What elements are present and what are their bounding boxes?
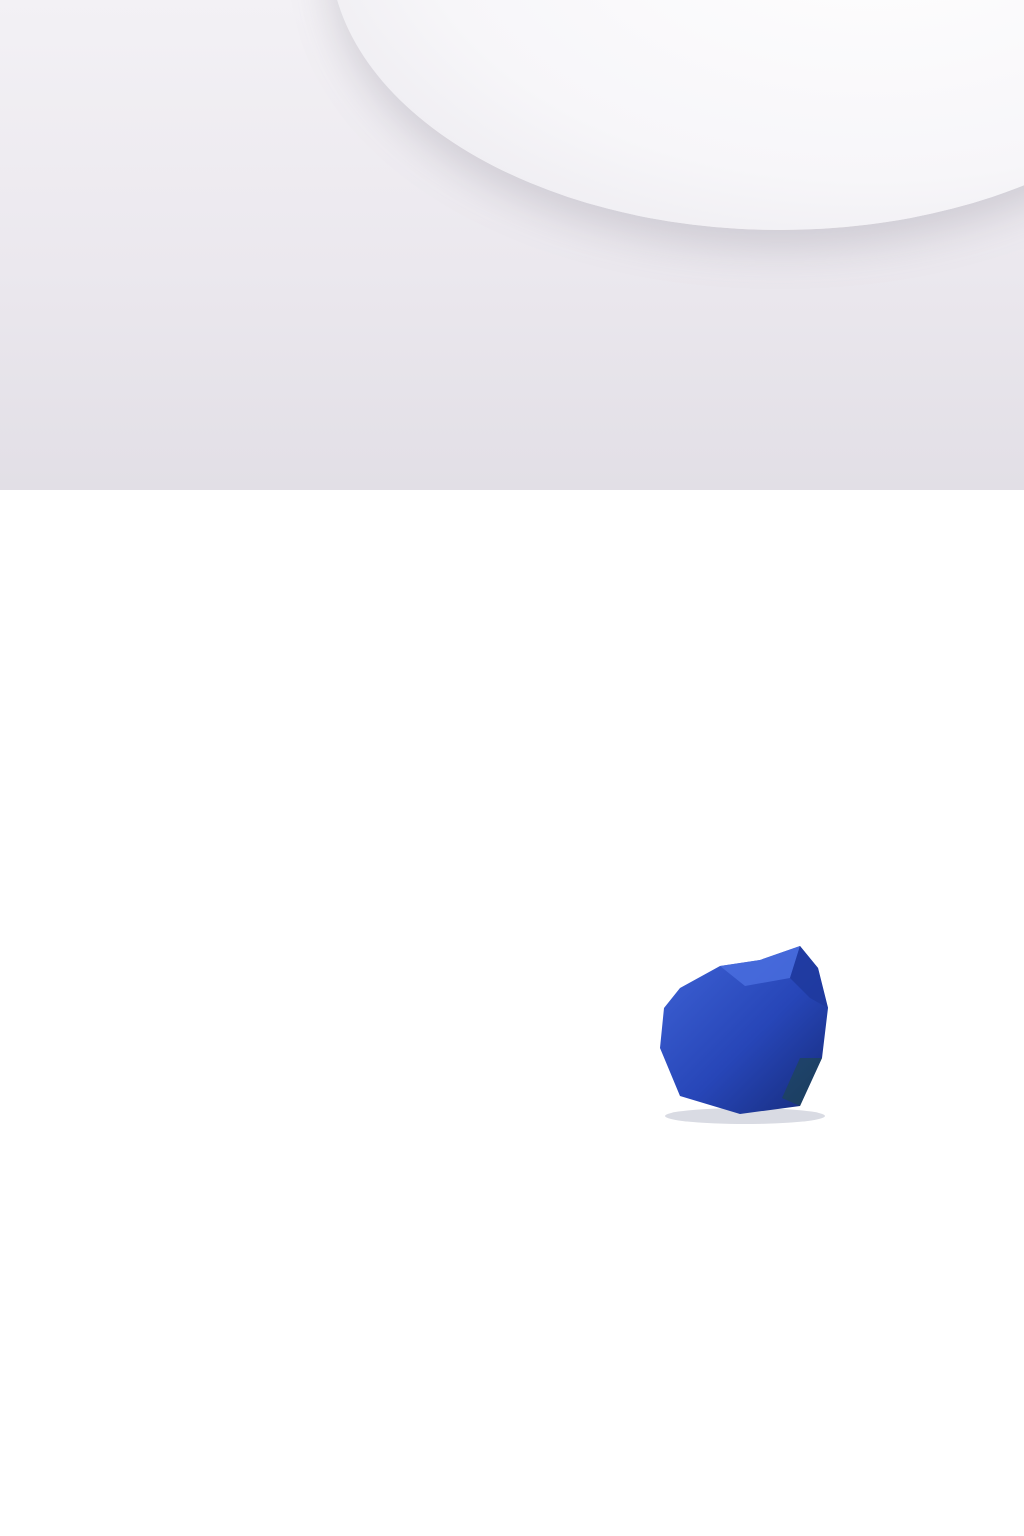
bracelet-bottom-image xyxy=(0,1280,1024,1536)
raw-lapis-stone-image xyxy=(650,938,840,1128)
hero-photo xyxy=(0,0,1024,490)
bracelet-top-image xyxy=(0,0,1024,490)
